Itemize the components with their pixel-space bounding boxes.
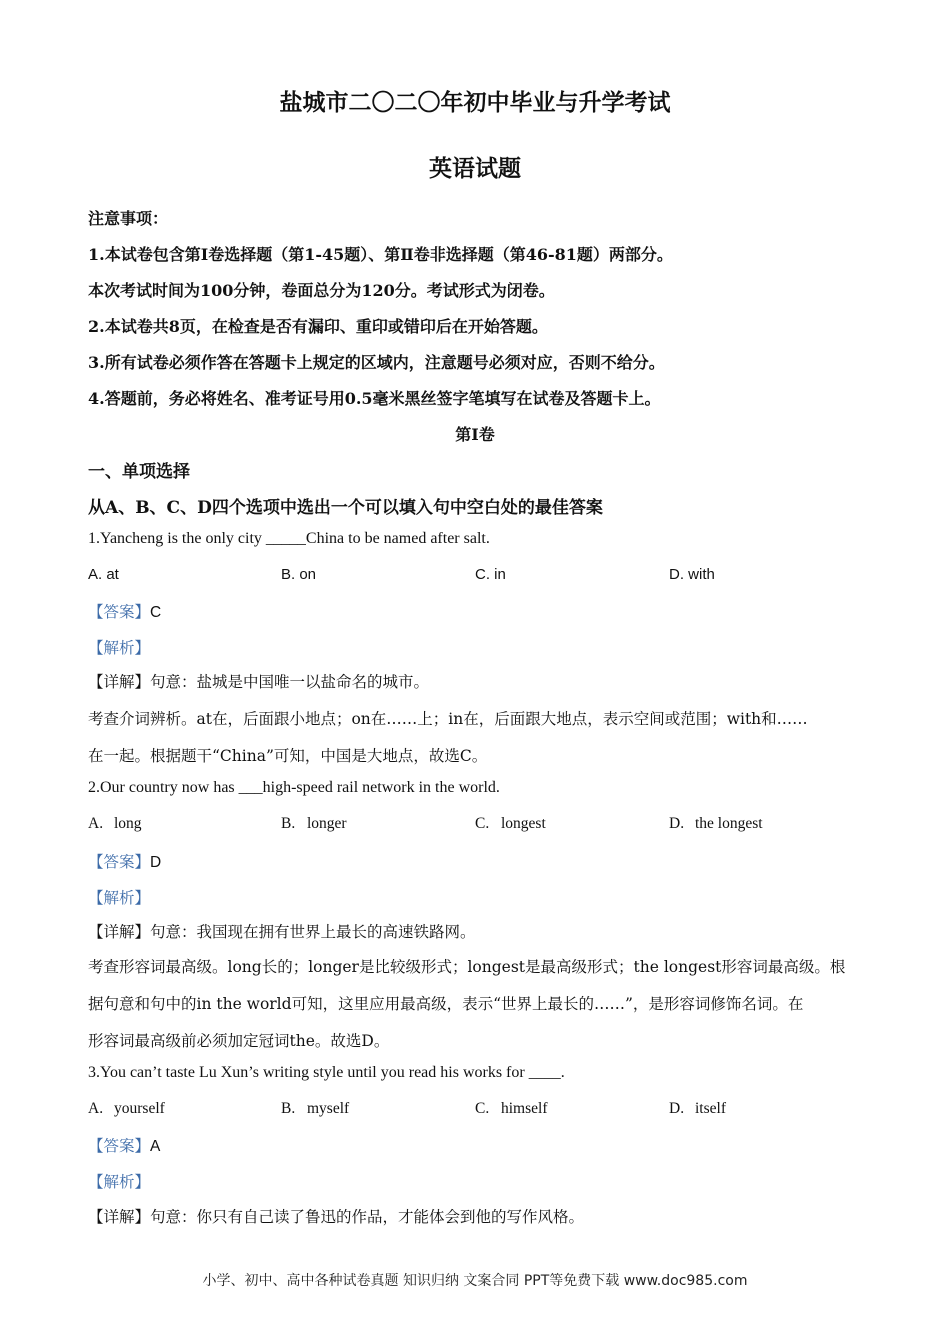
q1-explanation-2: 在一起。根据题干“China”可知，中国是大地点，故选C。 xyxy=(88,747,488,765)
q1-answer-row xyxy=(88,600,161,622)
exam-title: 盐城市二〇二〇年初中毕业与升学考试 xyxy=(279,89,671,116)
q2-option-c-text: longest xyxy=(501,815,546,832)
question-3-stem: 3.You can’t taste Lu Xun’s writing style until you read his works for ____. xyxy=(88,1064,565,1081)
q3-option-d xyxy=(669,1100,726,1118)
q3-detail-row xyxy=(88,1205,584,1227)
q2-answer: D xyxy=(150,854,162,871)
q2-option-d-text: the longest xyxy=(695,815,763,832)
q2-option-b-letter: B. xyxy=(281,815,296,832)
q1-explanation-1: 考查介词辨析。at在，后面跟小地点；on在……上；in在，后面跟大地点，表示空间或范围；with和…… xyxy=(88,710,808,728)
analysis-tag: 【解析】 xyxy=(88,1173,151,1191)
section-heading: 一、单项选择 xyxy=(88,462,190,482)
q3-option-a-letter: A. xyxy=(88,1100,104,1117)
q3-option-c-text: himself xyxy=(501,1100,548,1117)
notice-line-5: 4.答题前，务必将姓名、准考证号用0.5毫米黑丝签字笔填写在试卷及答题卡上。 xyxy=(88,389,661,408)
q2-option-c xyxy=(475,815,546,833)
notice-line-4: 3.所有试卷必须作答在答题卡上规定的区域内，注意题号必须对应，否则不给分。 xyxy=(88,353,665,372)
volume-heading: 第Ⅰ卷 xyxy=(455,425,495,444)
exam-subject-title: 英语试题 xyxy=(429,155,521,182)
q3-option-b-text: myself xyxy=(307,1100,350,1117)
q3-option-a xyxy=(88,1100,165,1118)
section-instruction: 从A、B、C、D四个选项中选出一个可以填入句中空白处的最佳答案 xyxy=(88,498,603,518)
q3-option-d-text: itself xyxy=(695,1100,726,1117)
question-2-stem: 2.Our country now has ___high-speed rail network in the world. xyxy=(88,779,500,796)
q3-option-c-letter: C. xyxy=(475,1100,490,1117)
q2-answer-row xyxy=(88,850,161,872)
page-footer: 小学、初中、高中各种试卷真题 知识归纳 文案合同 PPT等免费下载 www.doc985.com xyxy=(202,1273,748,1289)
answer-tag: 【答案】 xyxy=(88,853,151,871)
q2-option-a xyxy=(88,815,142,833)
q2-explanation-2: 据句意和句中的in the world可知，这里应用最高级，表示“世界上最长的……”，是形容词修饰名词。在 xyxy=(88,995,804,1013)
q1-analysis-row xyxy=(88,636,150,658)
q3-option-d-letter: D. xyxy=(669,1100,685,1117)
notice-line-1: 1.本试卷包含第Ⅰ卷选择题（第1-45题）、第Ⅱ卷非选择题（第46-81题）两部分。 xyxy=(88,245,673,264)
q1-detail: 句意：盐城是中国唯一以盐命名的城市。 xyxy=(150,673,430,691)
q1-answer: C xyxy=(150,604,162,621)
q3-option-b-letter: B. xyxy=(281,1100,296,1117)
detail-tag: 【详解】 xyxy=(88,923,151,941)
q3-option-c xyxy=(475,1100,548,1118)
q1-option-a: A. at xyxy=(88,566,119,583)
notice-heading: 注意事项： xyxy=(88,209,169,228)
q2-option-a-letter: A. xyxy=(88,815,104,832)
detail-tag: 【详解】 xyxy=(88,1208,151,1226)
notice-line-3: 2.本试卷共8页，在检查是否有漏印、重印或错印后在开始答题。 xyxy=(88,317,548,336)
q2-option-b-text: longer xyxy=(307,815,347,832)
q2-option-d-letter: D. xyxy=(669,815,685,832)
q2-option-b xyxy=(281,815,347,833)
q2-option-c-letter: C. xyxy=(475,815,490,832)
detail-tag: 【详解】 xyxy=(88,673,151,691)
q1-option-c: C. in xyxy=(475,566,506,583)
notice-line-2: 本次考试时间为100分钟，卷面总分为120分。考试形式为闭卷。 xyxy=(88,281,555,300)
q3-option-a-text: yourself xyxy=(114,1100,165,1117)
q2-explanation-1: 考查形容词最高级。long长的；longer是比较级形式；longest是最高级形式；the longest形容词最高级。根 xyxy=(88,958,846,976)
answer-tag: 【答案】 xyxy=(88,1137,151,1155)
question-1-stem: 1.Yancheng is the only city _____China to be named after salt. xyxy=(88,530,490,547)
q3-option-b xyxy=(281,1100,349,1118)
q2-option-a-text: long xyxy=(114,815,142,832)
q3-answer: A xyxy=(150,1138,161,1155)
q3-analysis-row xyxy=(88,1170,150,1192)
q3-detail: 句意：你只有自己读了鲁迅的作品，才能体会到他的写作风格。 xyxy=(150,1208,585,1226)
analysis-tag: 【解析】 xyxy=(88,639,151,657)
q2-option-d xyxy=(669,815,763,833)
answer-tag: 【答案】 xyxy=(88,603,151,621)
analysis-tag: 【解析】 xyxy=(88,889,151,907)
q3-answer-row xyxy=(88,1134,160,1156)
q2-explanation-3: 形容词最高级前必须加定冠词the。故选D。 xyxy=(88,1032,390,1050)
q2-analysis-row xyxy=(88,886,150,908)
q1-option-d: D. with xyxy=(669,566,715,583)
q2-detail: 句意：我国现在拥有世界上最长的高速铁路网。 xyxy=(150,923,476,941)
q2-detail-row xyxy=(88,920,476,942)
q1-detail-row xyxy=(88,670,429,692)
q1-option-b: B. on xyxy=(281,566,317,583)
